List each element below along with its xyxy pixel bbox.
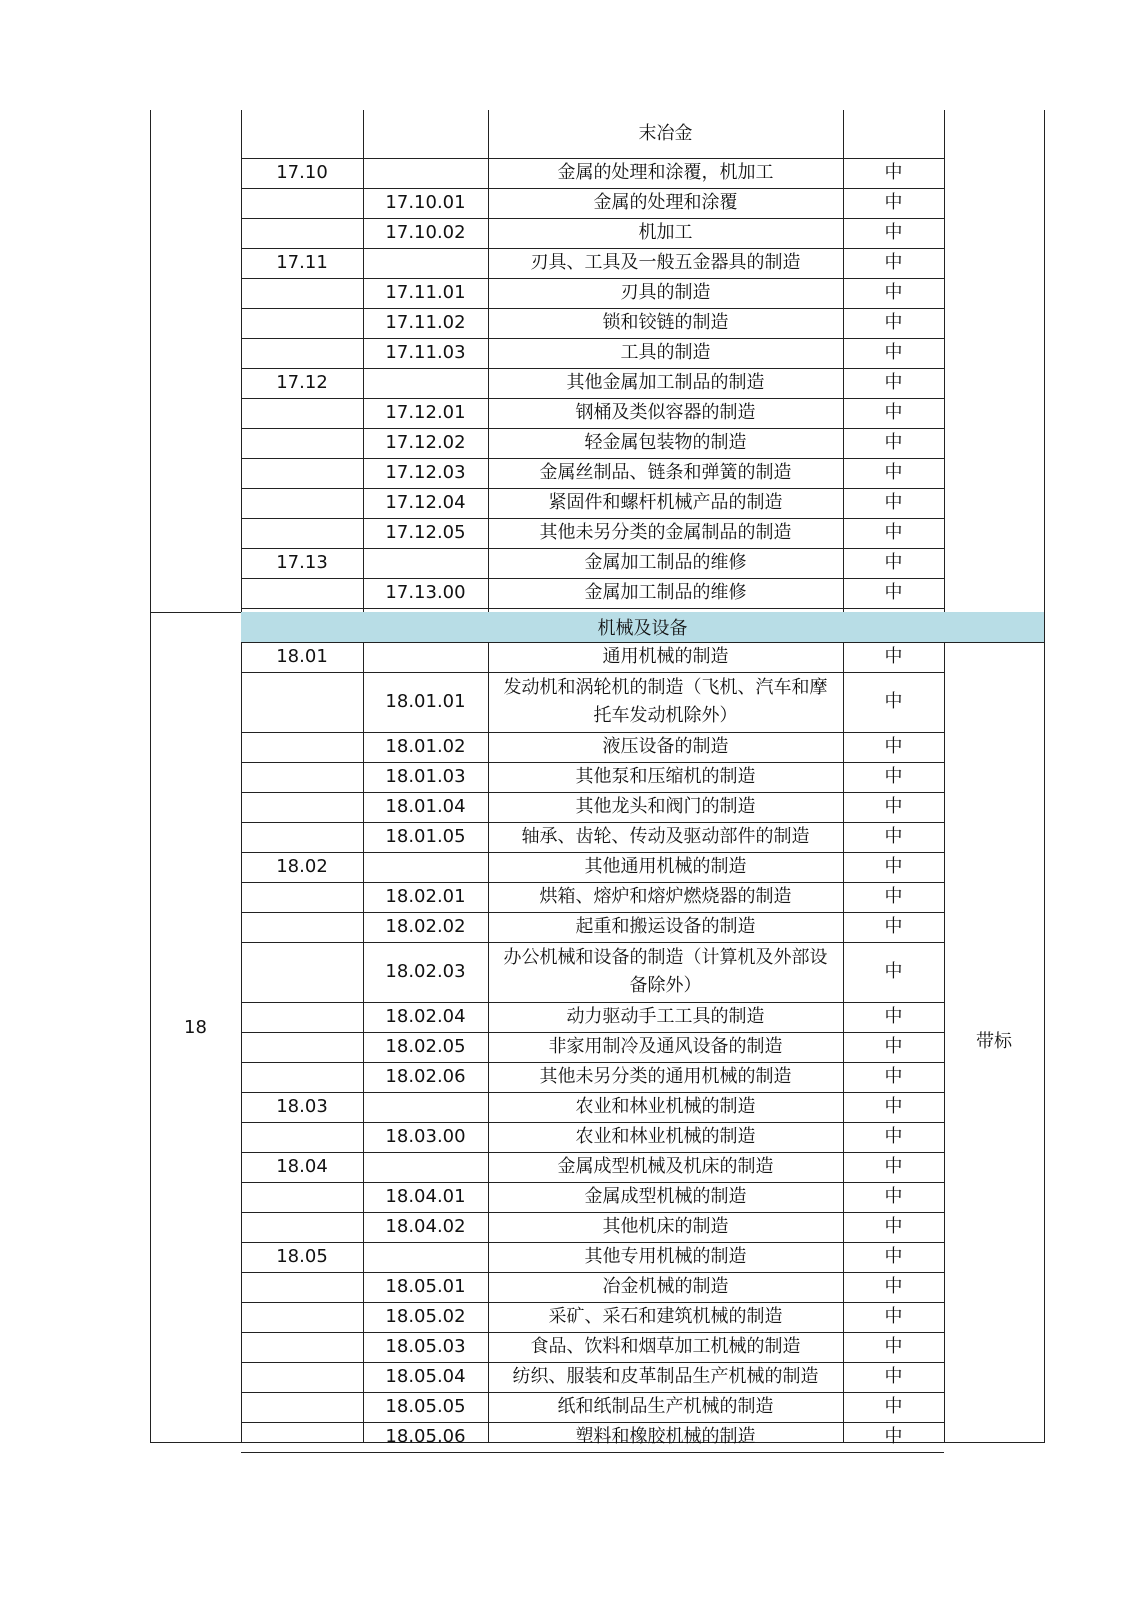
row-level: 中 — [884, 1306, 903, 1328]
row-name-text: 金属的处理和涂覆 — [593, 192, 738, 214]
row-name — [488, 548, 843, 578]
row-sub: 17.11.03 — [385, 342, 466, 364]
row-name — [488, 1332, 843, 1362]
row-name — [488, 732, 843, 762]
row-sub — [363, 1092, 488, 1122]
row-sub: 17.10.01 — [385, 192, 466, 214]
row-level: 中 — [884, 1396, 903, 1418]
row-name-text: 其他未另分类的金属制品的制造 — [539, 522, 792, 544]
row-name — [488, 1362, 843, 1392]
row-level: 中 — [884, 1336, 903, 1358]
row-name-text: 发动机和涡轮机的制造（飞机、汽车和摩托车发动机除外） — [503, 677, 828, 726]
row-name-text: 烘箱、熔炉和熔炉燃烧器的制造 — [539, 886, 792, 908]
row-sub: 18.02.05 — [385, 1036, 466, 1058]
row-sub: 17.11.01 — [385, 282, 466, 304]
row-name — [488, 458, 843, 488]
row-name-text: 冶金机械的制造 — [602, 1276, 729, 1298]
row-code — [241, 822, 363, 852]
row-level: 中 — [884, 886, 903, 908]
row-sub: 18.01.04 — [385, 796, 466, 818]
row-level: 中 — [884, 646, 903, 668]
row-sub — [363, 1242, 488, 1272]
row-level: 中 — [884, 1036, 903, 1058]
row-name — [488, 1392, 843, 1422]
row-name-text: 钢桶及类似容器的制造 — [575, 402, 756, 424]
row-name — [488, 792, 843, 822]
row-code — [241, 762, 363, 792]
row-level: 中 — [884, 1126, 903, 1148]
row-code — [241, 338, 363, 368]
row-level: 中 — [884, 552, 903, 574]
row-level: 中 — [884, 916, 903, 938]
row-name-text: 锁和铰链的制造 — [602, 312, 729, 334]
row-name-text: 刃具的制造 — [620, 282, 711, 304]
row-name-text: 其他龙头和阀门的制造 — [575, 796, 756, 818]
row-code — [241, 792, 363, 822]
row-level: 中 — [884, 342, 903, 364]
row-name-text: 紧固件和螺杆机械产品的制造 — [548, 492, 783, 514]
row-level: 中 — [884, 736, 903, 758]
row-name — [488, 578, 843, 608]
continued-row-name: 末冶金 — [638, 123, 693, 145]
row-sub: 18.01.05 — [385, 826, 466, 848]
row-sub: 18.05.06 — [385, 1426, 466, 1448]
row-code — [241, 578, 363, 608]
row-name-text: 采矿、采石和建筑机械的制造 — [548, 1306, 783, 1328]
row-name — [488, 1092, 843, 1122]
row-level: 中 — [884, 1096, 903, 1118]
row-name — [488, 1122, 843, 1152]
row-name — [488, 368, 843, 398]
row-name — [488, 912, 843, 942]
row-name — [488, 188, 843, 218]
row-sub: 18.05.02 — [385, 1306, 466, 1328]
row-sub: 18.02.02 — [385, 916, 466, 938]
row-name — [488, 278, 843, 308]
row-name-text: 金属成型机械及机床的制造 — [557, 1156, 774, 1178]
row-name — [488, 672, 843, 732]
row-name-text: 农业和林业机械的制造 — [575, 1096, 756, 1118]
row-code — [241, 1422, 363, 1452]
row-name — [488, 1212, 843, 1242]
row-sub — [363, 642, 488, 672]
row-sub: 18.05.05 — [385, 1396, 466, 1418]
group-18-note: 带标 — [976, 1031, 1012, 1052]
row-name — [488, 1272, 843, 1302]
row-name — [488, 518, 843, 548]
row-name — [488, 488, 843, 518]
row-level: 中 — [884, 826, 903, 848]
row-code — [241, 488, 363, 518]
row-code: 18.04 — [276, 1156, 328, 1178]
row-level: 中 — [884, 492, 903, 514]
row-name-text: 纺织、服装和皮革制品生产机械的制造 — [512, 1366, 819, 1388]
row-name-text: 动力驱动手工工具的制造 — [566, 1006, 765, 1028]
row-sub: 18.02.06 — [385, 1066, 466, 1088]
row-code — [241, 1272, 363, 1302]
row-name-text: 轻金属包装物的制造 — [584, 432, 747, 454]
row-sub: 18.01.02 — [385, 736, 466, 758]
row-name-text: 刃具、工具及一般五金器具的制造 — [530, 252, 801, 274]
row-sub: 18.05.01 — [385, 1276, 466, 1298]
row-level: 中 — [884, 1066, 903, 1088]
row-level: 中 — [884, 691, 903, 713]
row-sub — [363, 548, 488, 578]
row-level: 中 — [884, 312, 903, 334]
row-code — [241, 1122, 363, 1152]
row-level: 中 — [884, 582, 903, 604]
row-name-text: 纸和纸制品生产机械的制造 — [557, 1396, 774, 1418]
row-code — [241, 882, 363, 912]
row-level: 中 — [884, 402, 903, 424]
row-code: 17.12 — [276, 372, 328, 394]
row-level: 中 — [884, 1006, 903, 1028]
row-sub — [363, 1152, 488, 1182]
row-code: 17.10 — [276, 162, 328, 184]
row-name-text: 机加工 — [638, 222, 693, 244]
row-name-text: 液压设备的制造 — [602, 736, 729, 758]
row-name-text: 其他金属加工制品的制造 — [566, 372, 765, 394]
row-name-text: 轴承、齿轮、传动及驱动部件的制造 — [521, 826, 810, 848]
row-sub: 18.04.01 — [385, 1186, 466, 1208]
row-level: 中 — [884, 1426, 903, 1448]
grid-horizontal-line — [241, 608, 944, 609]
row-level: 中 — [884, 1156, 903, 1178]
row-name — [488, 1182, 843, 1212]
row-level: 中 — [884, 1366, 903, 1388]
row-code: 18.01 — [276, 646, 328, 668]
row-name — [488, 942, 843, 1002]
row-name-text: 农业和林业机械的制造 — [575, 1126, 756, 1148]
row-level: 中 — [884, 1186, 903, 1208]
row-code — [241, 1362, 363, 1392]
row-sub: 18.02.01 — [385, 886, 466, 908]
row-sub: 18.02.04 — [385, 1006, 466, 1028]
row-level: 中 — [884, 1276, 903, 1298]
row-name-text: 食品、饮料和烟草加工机械的制造 — [530, 1336, 801, 1358]
row-level: 中 — [884, 1246, 903, 1268]
row-level: 中 — [884, 462, 903, 484]
row-code: 17.13 — [276, 552, 328, 574]
row-name — [488, 1032, 843, 1062]
row-name — [488, 338, 843, 368]
row-name-text: 金属成型机械的制造 — [584, 1186, 747, 1208]
row-name-text: 金属丝制品、链条和弹簧的制造 — [539, 462, 792, 484]
row-name — [488, 308, 843, 338]
row-name — [488, 1242, 843, 1272]
row-sub: 17.12.04 — [385, 492, 466, 514]
row-code — [241, 1332, 363, 1362]
grid-horizontal-line — [241, 1452, 944, 1453]
row-level: 中 — [884, 192, 903, 214]
grid-vertical-line — [1044, 110, 1045, 1443]
row-sub: 18.01.03 — [385, 766, 466, 788]
row-sub — [363, 852, 488, 882]
row-name-text: 其他机床的制造 — [602, 1216, 729, 1238]
row-sub: 17.13.00 — [385, 582, 466, 604]
row-level: 中 — [884, 522, 903, 544]
row-name-text: 办公机械和设备的制造（计算机及外部设备除外） — [503, 947, 828, 996]
row-name-text: 其他专用机械的制造 — [584, 1246, 747, 1268]
row-name — [488, 822, 843, 852]
row-sub: 17.12.01 — [385, 402, 466, 424]
row-level: 中 — [884, 796, 903, 818]
row-name-text: 金属的处理和涂覆，机加工 — [557, 162, 774, 184]
row-code — [241, 1392, 363, 1422]
row-sub: 17.11.02 — [385, 312, 466, 334]
row-code — [241, 912, 363, 942]
row-sub: 18.04.02 — [385, 1216, 466, 1238]
row-sub: 17.12.03 — [385, 462, 466, 484]
row-sub — [363, 248, 488, 278]
row-code: 18.03 — [276, 1096, 328, 1118]
row-name — [488, 1062, 843, 1092]
row-code: 18.02 — [276, 856, 328, 878]
row-name-text: 通用机械的制造 — [602, 646, 729, 668]
row-name — [488, 248, 843, 278]
row-sub: 17.12.05 — [385, 522, 466, 544]
row-code — [241, 218, 363, 248]
row-name-text: 金属加工制品的维修 — [584, 582, 747, 604]
row-code — [241, 188, 363, 218]
row-name-text: 工具的制造 — [620, 342, 711, 364]
row-code — [241, 1212, 363, 1242]
row-sub: 17.12.02 — [385, 432, 466, 454]
row-sub: 18.05.04 — [385, 1366, 466, 1388]
row-name — [488, 882, 843, 912]
row-sub: 17.10.02 — [385, 222, 466, 244]
row-name-text: 非家用制冷及通风设备的制造 — [548, 1036, 783, 1058]
row-name — [488, 218, 843, 248]
row-name — [488, 642, 843, 672]
row-name-text: 起重和搬运设备的制造 — [575, 916, 756, 938]
row-name — [488, 1422, 843, 1452]
row-sub: 18.05.03 — [385, 1336, 466, 1358]
row-sub — [363, 158, 488, 188]
row-level: 中 — [884, 252, 903, 274]
row-code — [241, 308, 363, 338]
row-name — [488, 852, 843, 882]
row-level: 中 — [884, 282, 903, 304]
row-level: 中 — [884, 766, 903, 788]
row-code — [241, 1032, 363, 1062]
row-code: 17.11 — [276, 252, 328, 274]
row-code — [241, 518, 363, 548]
row-level: 中 — [884, 856, 903, 878]
row-code — [241, 942, 363, 1002]
row-name — [488, 398, 843, 428]
row-code — [241, 278, 363, 308]
row-level: 中 — [884, 1216, 903, 1238]
row-code: 18.05 — [276, 1246, 328, 1268]
row-code — [241, 672, 363, 732]
row-sub: 18.02.03 — [385, 961, 466, 983]
row-name — [488, 1302, 843, 1332]
row-name-text: 金属加工制品的维修 — [584, 552, 747, 574]
row-name — [488, 1002, 843, 1032]
row-code — [241, 1002, 363, 1032]
group-18-title-band: 机械及设备 — [241, 612, 1044, 642]
row-code — [241, 1182, 363, 1212]
row-code — [241, 1302, 363, 1332]
grid-vertical-line — [944, 110, 945, 612]
row-name — [488, 762, 843, 792]
row-name — [488, 428, 843, 458]
row-code — [241, 458, 363, 488]
row-level: 中 — [884, 961, 903, 983]
row-code — [241, 1062, 363, 1092]
row-name — [488, 1152, 843, 1182]
row-sub: 18.01.01 — [385, 691, 466, 713]
row-name — [488, 158, 843, 188]
row-sub: 18.03.00 — [385, 1126, 466, 1148]
row-name-text: 其他通用机械的制造 — [584, 856, 747, 878]
row-sub — [363, 368, 488, 398]
row-code — [241, 398, 363, 428]
row-code — [241, 428, 363, 458]
row-code — [241, 732, 363, 762]
row-name-text: 塑料和橡胶机械的制造 — [575, 1426, 756, 1448]
row-name-text: 其他泵和压缩机的制造 — [575, 766, 756, 788]
row-level: 中 — [884, 372, 903, 394]
group-18-number: 18 — [184, 1016, 207, 1038]
row-level: 中 — [884, 222, 903, 244]
row-level: 中 — [884, 432, 903, 454]
row-level: 中 — [884, 162, 903, 184]
row-name-text: 其他未另分类的通用机械的制造 — [539, 1066, 792, 1088]
